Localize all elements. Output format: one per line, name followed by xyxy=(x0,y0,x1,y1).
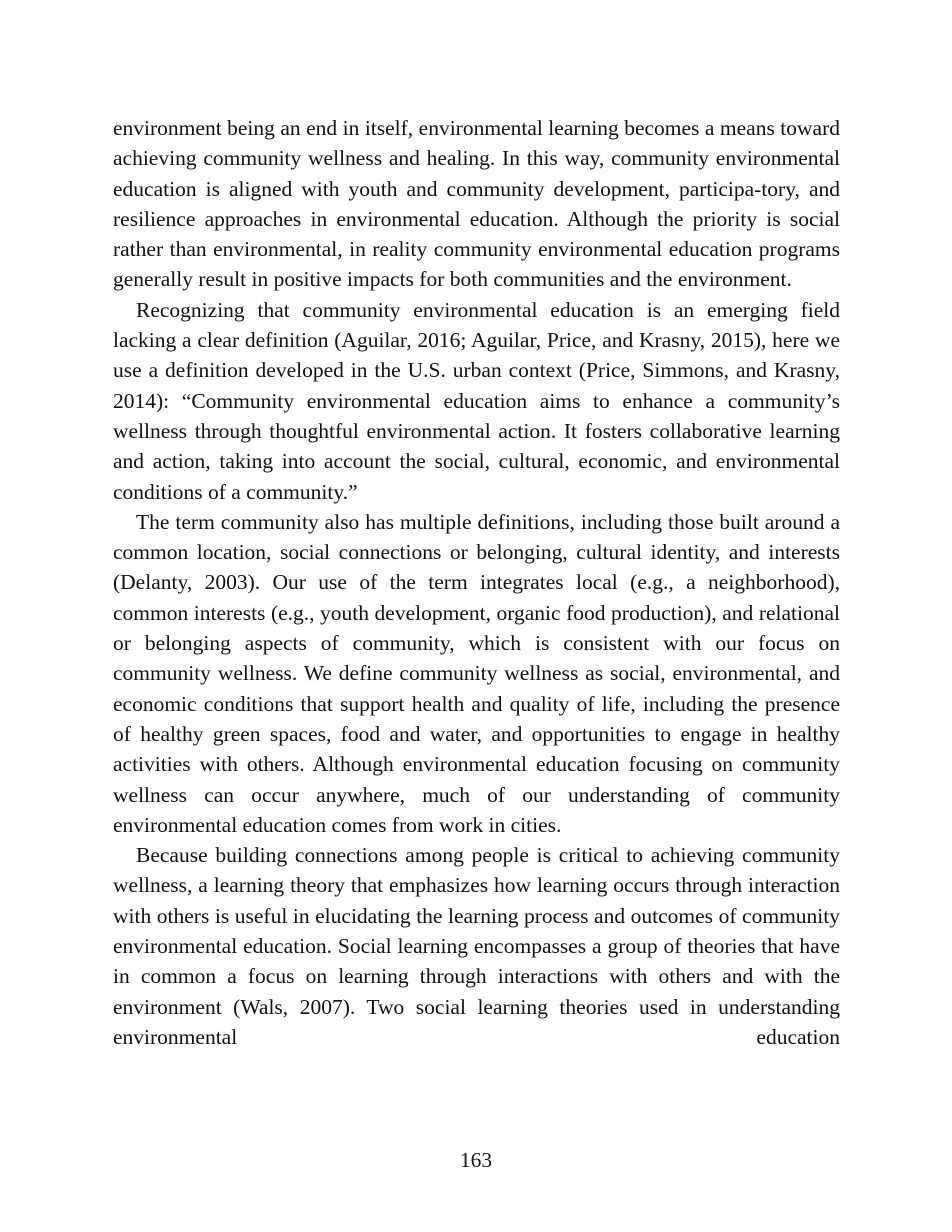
body-text xyxy=(113,113,840,1052)
paragraph-social-learning: Because building connections among people is critical to achieving community wellness, a learning theory that emphasizes how learning occurs through interaction with others is useful in elucidating the learning process and outcomes of community environmental education. Social learning encompasses a group of theories that have in common a focus on learning through interactions with others and with the environment (Wals, 2007). Two social learning theories used in understanding environmental education xyxy=(113,843,840,1049)
page-number: 163 xyxy=(459,1148,493,1172)
paragraph-definition: Recognizing that community environmental education is an emerging field lacking a clear definition (Aguilar, 2016; Aguilar, Price, and Krasny, 2015), here we use a definition developed in the U.S. urban context (Price, Simmons, and Krasny, 2014): “Community environmental education aims to enhance a community’s wellness through thoughtful environmental action. It fosters collaborative learning and action, taking into account the social, cultural, economic, and environmental conditions of a community.” xyxy=(113,297,840,504)
paragraph-continuation: environment being an end in itself, environmental learning becomes a means toward achieving community wellness and healing. In this way, community environmental education is aligned with youth and community development, participa-tory, and resilience approaches in environmental education. Although the priority is social rather than environmental, in reality community environmental education programs generally result in positive impacts for both communities and the environment. xyxy=(113,116,840,292)
paragraph-community-term: The term community also has multiple definitions, including those built around a common location, social connections or belonging, cultural identity, and interests (Delanty, 2003). Our use of the term integrates local (e.g., a neighborhood), common interests (e.g., youth development, organic food production), and relational or belonging aspects of community, which is consistent with our focus on community wellness. We define community wellness as social, environmental, and economic conditions that support health and quality of life, including the presence of healthy green spaces, food and water, and opportunities to engage in healthy activities with others. Although environmental education focusing on community wellness can occur anywhere, much of our understanding of community environmental education comes from work in cities. xyxy=(113,509,840,837)
